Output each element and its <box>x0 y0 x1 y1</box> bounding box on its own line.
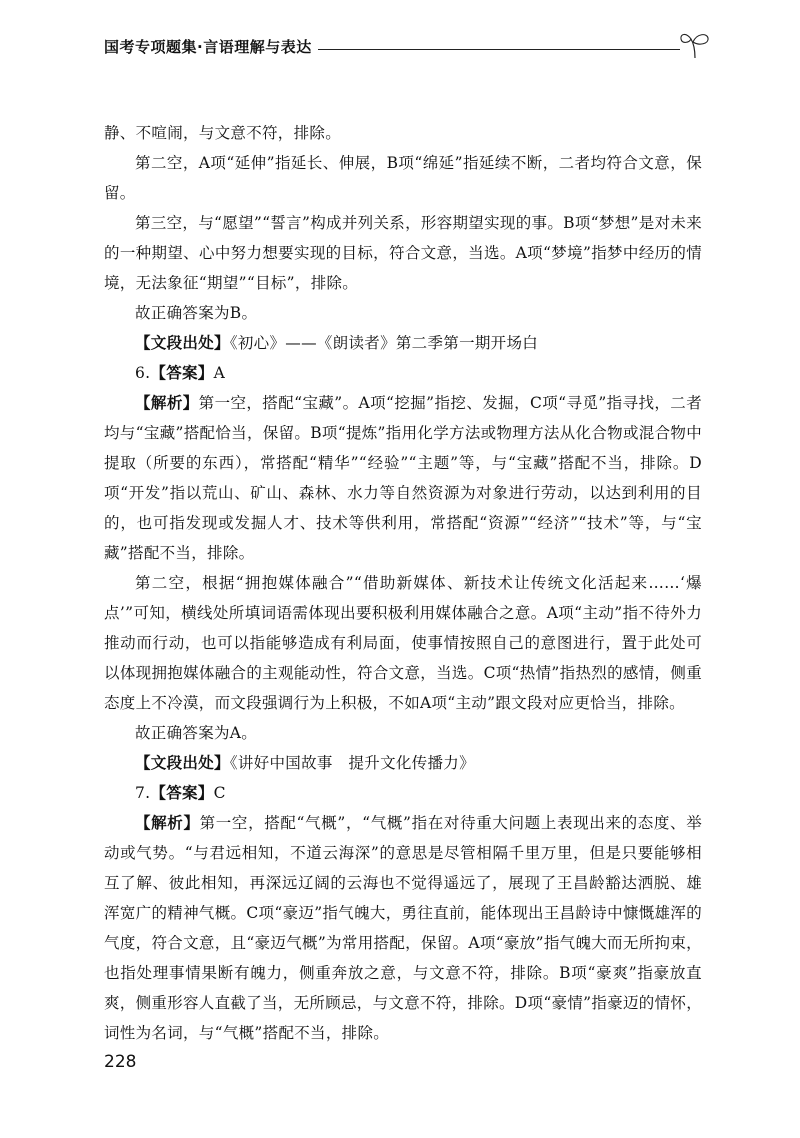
conclusion: 故正确答案为B。 <box>135 304 258 322</box>
analysis-paragraph: 【解析】第一空，搭配“宝藏”。A项“挖掘”指挖、发掘，C项“寻觅”指寻找，二者均与“宝藏”搭配恰当，保留。B项“提炼”指用化学方法或物理方法从化合物或混合物中提取（所要的东西），常搭配“精华”“经验”“主题”等，与“宝藏”搭配不当，排除。D项“开发”指以荒山、矿山、森林、水力等自然资源为对象进行劳动，以达到利用的目的，也可指发现或发掘人才、技术等供利用，常搭配“资源”“经济”“技术”等，与“宝藏”搭配不当，排除。 <box>104 393 703 562</box>
source-label: 【文段出处】 <box>135 333 230 352</box>
answer-line <box>104 778 702 808</box>
paragraph: 第三空，与“愿望”“誓言”构成并列关系，形容期望实现的事。B项“梦想”是对未来的一种期望、心中努力想要实现的目标，符合文意，当选。A项“梦境”指梦中经历的情境，无法象征“期望”“目标”，排除。 <box>104 214 702 292</box>
sprout-leaf-icon <box>678 30 712 60</box>
source-line: 【文段出处】《讲好中国故事 提升文化传播力》 <box>135 753 475 772</box>
analysis-label: 【解析】 <box>135 813 200 832</box>
header-title: 国考专项题集·言语理解与表达 <box>104 38 312 56</box>
paragraph: 第二空，A项“延伸”指延长、伸展，B项“绵延”指延续不断，二者均符合文意，保留。 <box>104 154 702 202</box>
analysis-label: 【解析】 <box>135 393 199 412</box>
source-label: 【文段出处】 <box>135 753 230 772</box>
page-number: 228 <box>104 1052 137 1072</box>
paragraph: 第二空，根据“拥抱媒体融合”“借助新媒体、新技术让传统文化活起来……‘爆点’”可知，横线处所填词语需体现出要积极利用媒体融合之意。A项“主动”指不待外力推动而行动，也可以指能够造成有利局面，使事情按照自己的意图进行，置于此处可以体现拥抱媒体融合的主观能动性，符合文意，当选。C项“热情”指热烈的感情，侧重态度上不冷漠，而文段强调行为上积极，不如A项“主动”跟文段对应更恰当，排除。 <box>104 574 702 712</box>
running-header <box>104 28 724 68</box>
body-text <box>104 118 702 1048</box>
paragraph: 静、不喧闹，与文意不符，排除。 <box>104 124 342 142</box>
question-number: 7. <box>135 784 151 802</box>
answer-line <box>104 358 702 388</box>
answer-label: 【答案】 <box>150 783 214 802</box>
analysis-paragraph: 【解析】第一空，搭配“气概”，“气概”指在对待重大问题上表现出来的态度、举动或气势。“与君远相知，不道云海深”的意思是尽管相隔千里万里，但是只要能够相互了解、彼此相知，再深远辽阔的云海也不觉得遥远了，展现了王昌龄豁达洒脱、雄浑宽广的精神气概。C项“豪迈”指气魄大，勇往直前，能体现出王昌龄诗中慷慨雄浑的气度，符合文意，且“豪迈气概”为常用搭配，保留。A项“豪放”指气魄大而无所拘束，也指处理事情果断有魄力，侧重奔放之意，与文意不符，排除。B项“豪爽”指豪放直爽，侧重形容人直截了当，无所顾忌，与文意不符，排除。D项“豪情”指豪迈的情怀，词性为名词，与“气概”搭配不当，排除。 <box>104 813 703 1042</box>
answer-label: 【答案】 <box>150 363 214 382</box>
conclusion: 故正确答案为A。 <box>135 724 258 742</box>
answer-value: C <box>213 784 226 802</box>
source-line: 【文段出处】《初心》——《朗读者》第二季第一期开场白 <box>135 333 539 352</box>
header-rule <box>318 49 680 50</box>
answer-value: A <box>213 364 226 382</box>
question-number: 6. <box>135 364 151 382</box>
